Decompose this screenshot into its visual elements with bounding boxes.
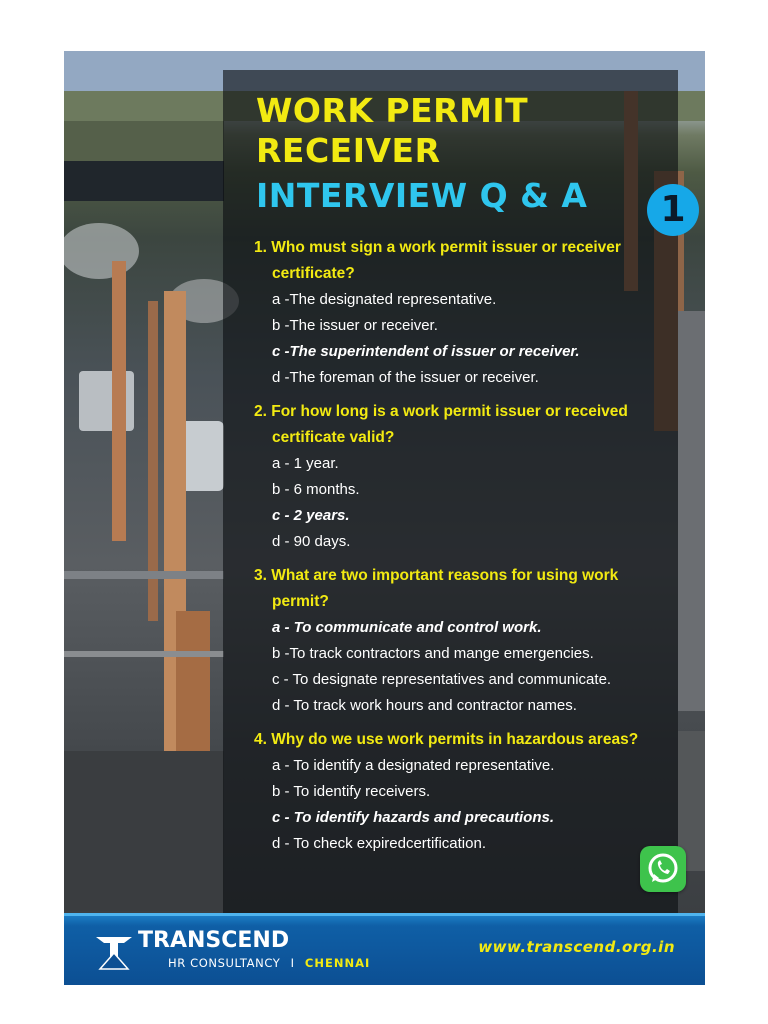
brand-city: CHENNAI — [304, 956, 371, 970]
question-text: 4. Why do we use work permits in hazardous areas? — [254, 731, 639, 748]
answer-option: d - To track work hours and contractor names. — [272, 697, 577, 714]
footer-divider — [64, 913, 705, 916]
answer-options — [254, 451, 674, 555]
answer-option: a -The designated representative. — [272, 291, 497, 308]
answer-option: a - To identify a designated representative. — [272, 757, 555, 774]
answer-options — [254, 615, 674, 719]
answer-option: b -The issuer or receiver. — [272, 317, 438, 334]
brand-name: TRANSCEND — [138, 928, 290, 953]
answer-option: d -The foreman of the issuer or receiver. — [272, 369, 539, 386]
page-subtitle: INTERVIEW Q & A — [256, 176, 588, 215]
website-link[interactable]: www.transcend.org.in — [478, 938, 675, 956]
question-text: 3. What are two important reasons for using work permit? — [254, 567, 619, 610]
brand-tagline: HR CONSULTANCY — [168, 956, 281, 970]
question-text: 1. Who must sign a work permit issuer or receiver certificate? — [254, 239, 621, 282]
title-line: WORK PERMIT RECEIVER — [256, 91, 529, 170]
whatsapp-icon[interactable] — [640, 846, 686, 892]
answer-option: d - To check expiredcertification. — [272, 835, 486, 852]
page-number-badge: 1 — [647, 184, 699, 236]
answer-options — [254, 753, 674, 857]
question-text: 2. For how long is a work permit issuer or received certificate valid? — [254, 403, 628, 446]
footer-banner — [64, 913, 705, 985]
answer-options — [254, 287, 674, 391]
correct-answer-option: c - 2 years. — [272, 507, 350, 524]
answer-option: d - 90 days. — [272, 533, 351, 550]
question-4 — [254, 727, 674, 857]
answer-option: b - To identify receivers. — [272, 783, 431, 800]
brand-separator: I — [290, 956, 295, 970]
answer-option: b -To track contractors and mange emergencies. — [272, 645, 594, 662]
answer-option: b - 6 months. — [272, 481, 360, 498]
correct-answer-option: a - To communicate and control work. — [272, 619, 542, 636]
transcend-logo-icon — [94, 931, 134, 971]
answer-option: a - 1 year. — [272, 455, 339, 472]
answer-option: c - To designate representatives and communicate. — [272, 671, 612, 688]
question-list — [254, 235, 674, 865]
correct-answer-option: c - To identify hazards and precautions. — [272, 809, 554, 826]
page-title — [256, 91, 528, 171]
poster — [64, 51, 705, 985]
whatsapp-glyph — [640, 846, 686, 892]
brand-tagline-row — [168, 956, 370, 970]
question-3 — [254, 563, 674, 719]
question-2 — [254, 399, 674, 555]
correct-answer-option: c -The superintendent of issuer or receiver. — [272, 343, 580, 360]
question-1 — [254, 235, 674, 391]
